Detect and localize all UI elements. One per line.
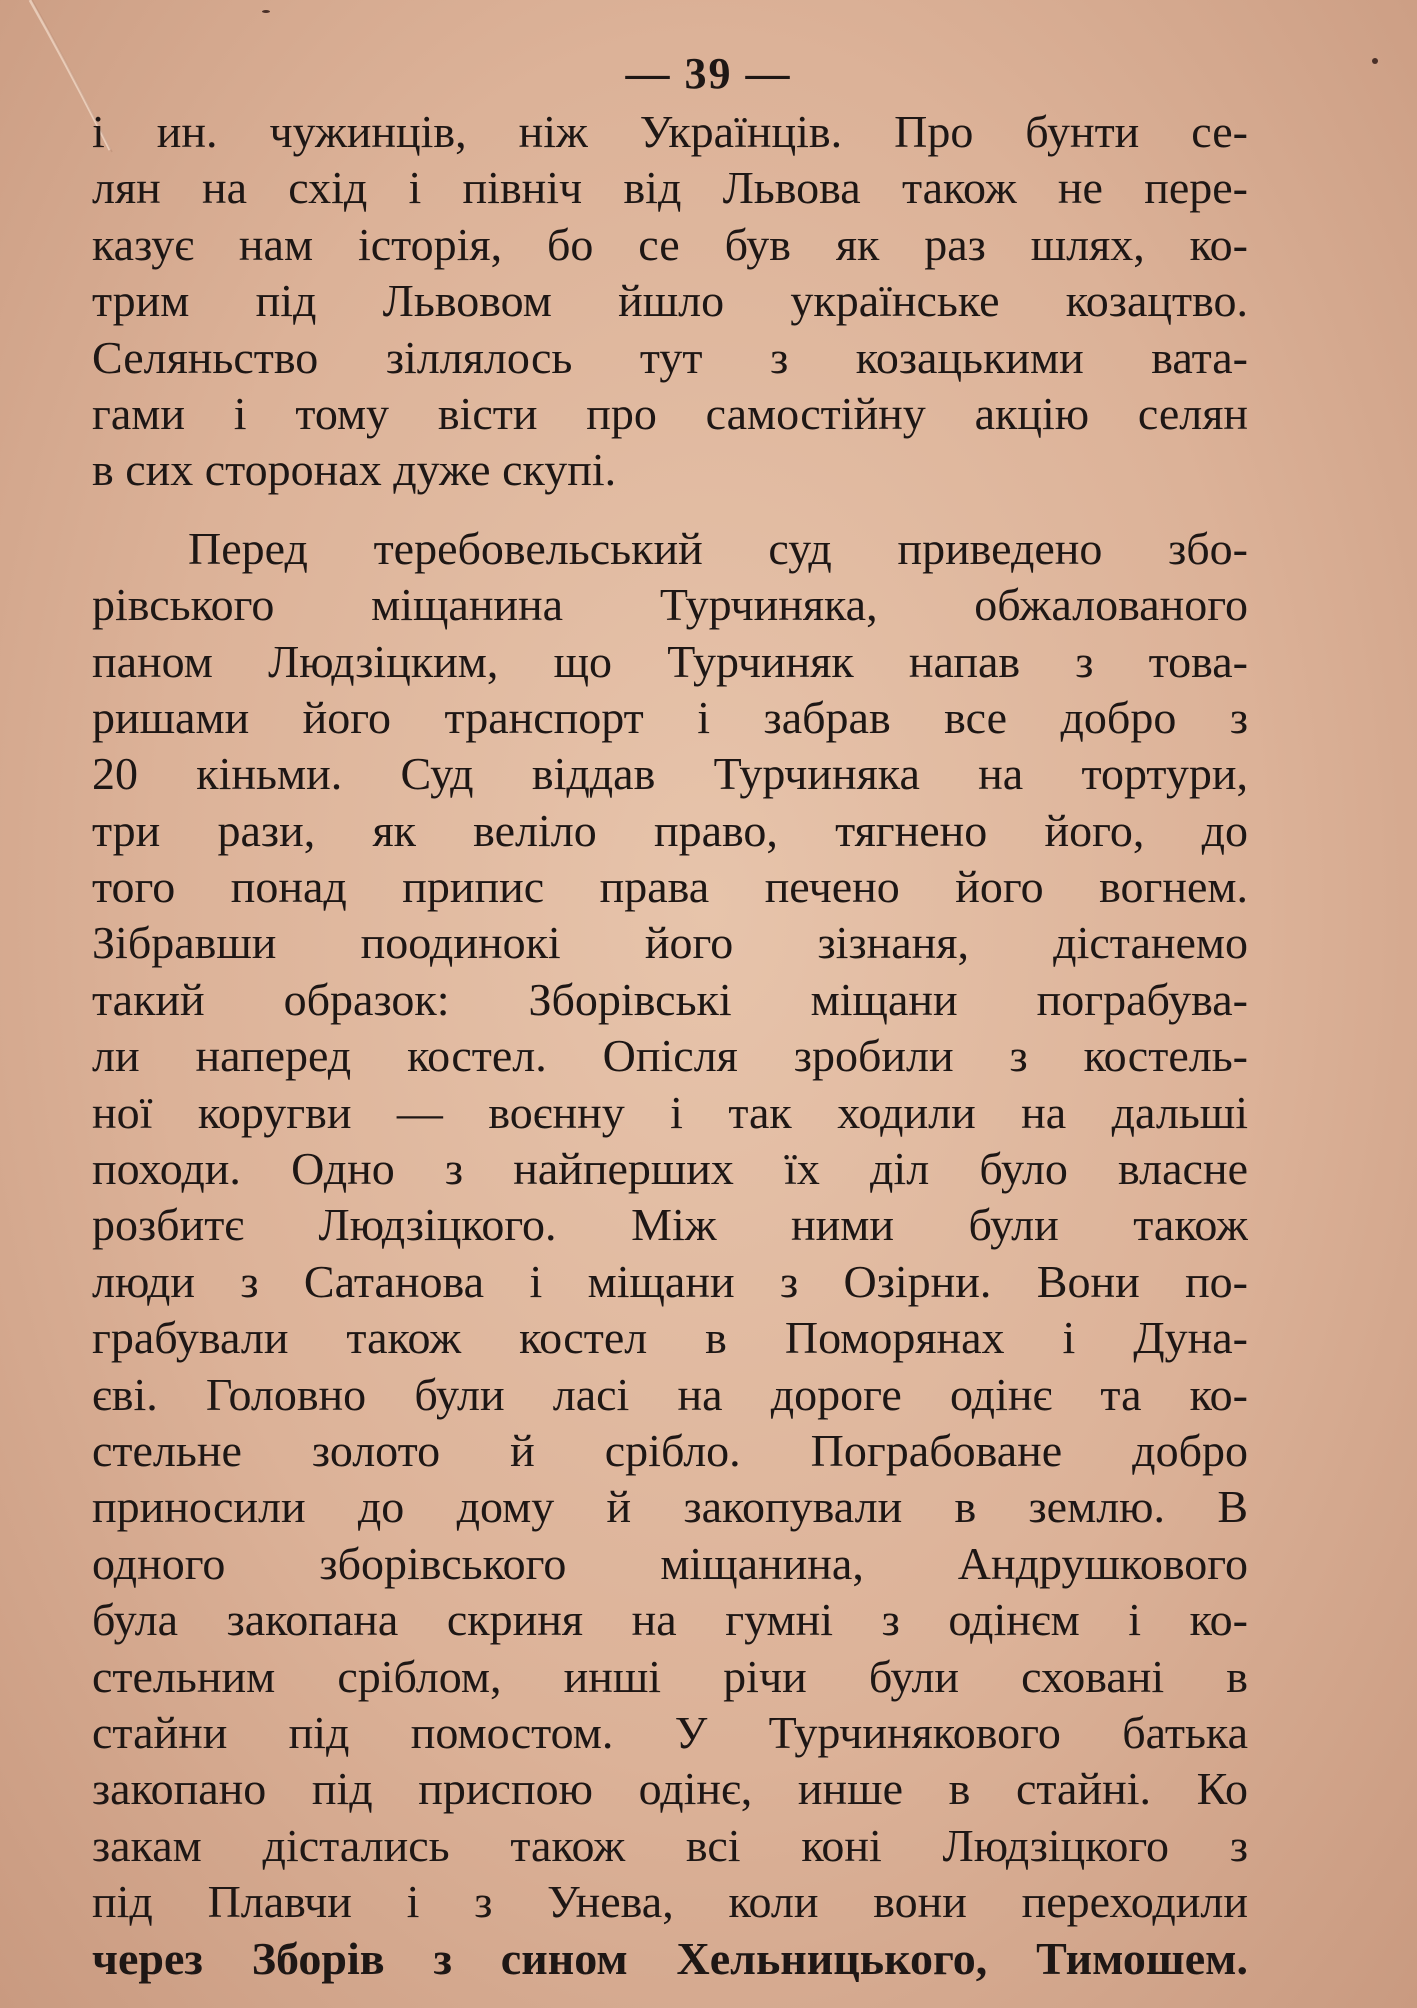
paragraph-gap <box>92 499 1248 521</box>
text-line: рівського міщанина Турчиняка, обжалованого <box>92 579 1248 631</box>
text-line: 20 кіньми. Суд віддав Турчиняка на тортури, <box>92 748 1248 800</box>
text-line: приносили до дому й закопували в землю. В <box>92 1481 1248 1533</box>
text-line: Зібравши поодинокі його зізнаня, дістанемо <box>92 917 1248 969</box>
paragraph-1 <box>92 104 1248 499</box>
text-line: під Плавчи і з Унева, коли вони переходили <box>92 1876 1248 1928</box>
paragraph-2 <box>92 521 1248 1987</box>
text-line: лян на схід і північ від Львова також не пере- <box>92 162 1248 214</box>
text-line: одного зборівського міщанина, Андрушкового <box>92 1537 1248 1589</box>
text-line: розбитє Людзіцкого. Між ними були також <box>92 1199 1248 1251</box>
page-number: — 39 — <box>625 49 792 98</box>
text-line: походи. Одно з найперших їх діл було власне <box>92 1143 1248 1195</box>
text-line: стайни під помостом. У Турчинякового батька <box>92 1706 1248 1758</box>
ink-speck <box>262 10 270 13</box>
text-line: єві. Головно були ласі на дороге одінє та ко- <box>92 1368 1248 1420</box>
text-line: Перед теребовельський суд приведено збо- <box>188 522 1248 574</box>
text-line: трим під Львовом йшло українське козацтво. <box>92 275 1248 327</box>
text-line: Селяньство зіллялось тут з козацькими вата- <box>92 331 1248 383</box>
text-line: стельне золото й срібло. Пограбоване добро <box>92 1424 1248 1476</box>
text-line: ришами його транспорт і забрав все добро з <box>92 691 1248 743</box>
text-line: такий образок: Зборівські міщани пограбува- <box>92 973 1248 1025</box>
body-text <box>92 104 1248 1987</box>
text-line: через Зборів з сином Хельницького, Тимошем. <box>92 1932 1248 1984</box>
text-line: казує нам історія, бо се був як раз шлях, ко- <box>92 218 1248 270</box>
text-line: і ин. чужинців, ніж Українців. Про бунти се- <box>92 106 1248 157</box>
text-line: три рази, як веліло право, тягнено його, до <box>92 804 1248 856</box>
text-line: того понад припис права печено його вогнем. <box>92 861 1248 913</box>
text-line: гами і тому вісти про самостійну акцію селян <box>92 387 1248 439</box>
text-line: закам дістались також всі коні Людзіцкого з <box>92 1819 1248 1871</box>
text-line: стельним сріблом, инші річи були сховані в <box>92 1650 1248 1702</box>
text-line: в сих сторонах дуже скупі. <box>92 444 617 496</box>
text-line: грабували також костел в Поморянах і Дуна- <box>92 1312 1248 1364</box>
text-line: була закопана скриня на гумні з одінєм і ко- <box>92 1594 1248 1646</box>
text-line: ної коругви — воєнну і так ходили на дальші <box>92 1086 1248 1138</box>
text-line: паном Людзіцким, що Турчиняк напав з това- <box>92 635 1248 687</box>
text-line: ли наперед костел. Опісля зробили з костель- <box>92 1030 1248 1082</box>
text-line: люди з Сатанова і міщани з Озірни. Вони по- <box>92 1255 1248 1307</box>
text-line: закопано під приспою одінє, инше в стайні. Ко <box>92 1763 1248 1815</box>
